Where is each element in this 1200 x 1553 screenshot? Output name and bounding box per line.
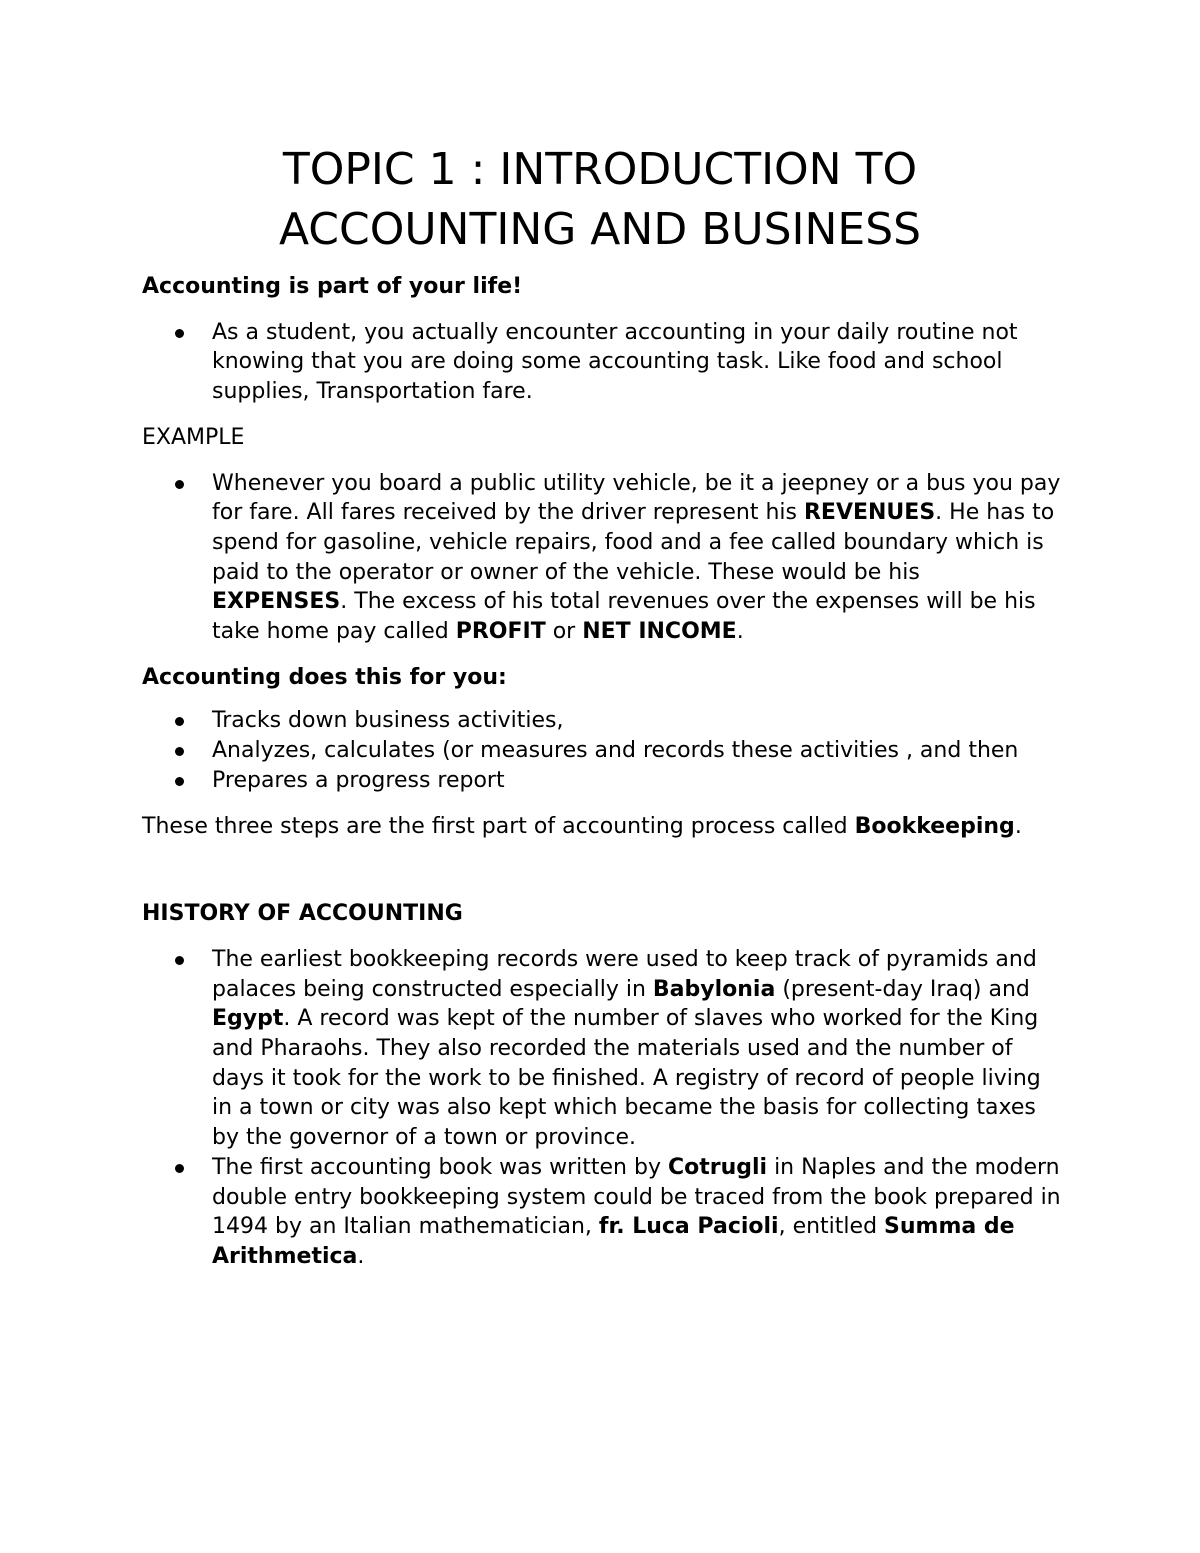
term-bookkeeping: Bookkeeping [854, 813, 1015, 839]
list-item-text: Prepares a progress report [212, 767, 505, 793]
title-line-1: TOPIC 1 : INTRODUCTION TO [282, 144, 918, 195]
history-text-2d: . [357, 1243, 365, 1269]
history-text-1c: . A record was kept of the number of slaves who worked for the King and Pharaohs. They also recorded the materials used and the number of days it took for the work to be finished. A registry of record of people living in a town or city was also kept which became the basis for collecting taxes by the governor of a town or province. [212, 1006, 1041, 1151]
bullet-list-history [142, 945, 1062, 1272]
list-item [142, 318, 1062, 407]
document-body [142, 272, 1062, 1272]
list-item-text: Tracks down business activities, [212, 708, 564, 734]
term-summa-de-arithmetica: Summa de Arithmetica [212, 1214, 1015, 1269]
title-line-2: ACCOUNTING AND BUSINESS [278, 204, 922, 255]
summary-end: . [1014, 813, 1022, 839]
list-item-text: Analyzes, calculates (or measures and records these activities , and then [212, 738, 1019, 764]
term-revenues: REVENUES [803, 500, 936, 526]
history-text-1b: (present-day Iraq) and [775, 976, 1030, 1002]
bullet-list-life [142, 318, 1062, 407]
list-item-text: As a student, you actually encounter accounting in your daily routine not knowing that you are doing some accounting task. Like food and school supplies, Transportation fare. [212, 319, 1018, 405]
term-luca-pacioli: fr. Luca Pacioli [598, 1214, 779, 1240]
bullet-list-example [142, 469, 1062, 647]
bookkeeping-summary [142, 812, 1062, 842]
list-item [142, 736, 1062, 766]
history-text-2c: , entitled [778, 1214, 885, 1240]
term-profit: PROFIT [455, 619, 546, 645]
example-text-4: or [545, 619, 583, 645]
bullet-icon [175, 480, 184, 489]
summary-text: These three steps are the first part of accounting process called [142, 813, 855, 839]
page-title [0, 140, 1200, 260]
term-babylonia: Babylonia [652, 976, 776, 1002]
list-item [142, 945, 1062, 1153]
example-text-3: . The excess of his total revenues over the expenses will be his take home pay called [212, 589, 1036, 645]
bullet-list-steps [142, 706, 1062, 795]
history-text-1a: The earliest bookkeeping records were used to keep track of pyramids and palaces being constructed especially in [212, 946, 1037, 1002]
bullet-icon [175, 747, 184, 756]
section-heading-does: Accounting does this for you: [142, 664, 507, 690]
list-item [142, 706, 1062, 736]
example-text-1: Whenever you board a public utility vehicle, be it a jeepney or a bus you pay for fare. All fares received by the driver represent his [212, 470, 1061, 526]
list-item [142, 1153, 1062, 1272]
term-expenses: EXPENSES [212, 589, 341, 615]
example-text-2: . He has to spend for gasoline, vehicle repairs, food and a fee called boundary which is paid to the operator or owner of the vehicle. These would be his [212, 500, 1055, 585]
bullet-icon [175, 329, 184, 338]
history-text-2a: The first accounting book was written by [212, 1154, 668, 1180]
section-heading-life: Accounting is part of your life! [142, 274, 523, 299]
bullet-icon [175, 956, 184, 965]
list-item [142, 766, 1062, 796]
bullet-icon [175, 777, 184, 786]
bullet-icon [175, 1164, 184, 1173]
term-cotrugli: Cotrugli [667, 1154, 768, 1180]
term-net-income: NET INCOME [582, 619, 737, 645]
bullet-icon [175, 717, 184, 726]
example-label: EXAMPLE [142, 424, 245, 450]
example-text-5: . [736, 619, 744, 645]
list-item [142, 469, 1062, 647]
history-text-2b: in Naples and the modern double entry bookkeeping system could be traced from the book prepared in 1494 by an Italian mathematician, [212, 1154, 1061, 1240]
term-egypt: Egypt [212, 1006, 284, 1032]
section-heading-history: HISTORY OF ACCOUNTING [142, 901, 463, 927]
